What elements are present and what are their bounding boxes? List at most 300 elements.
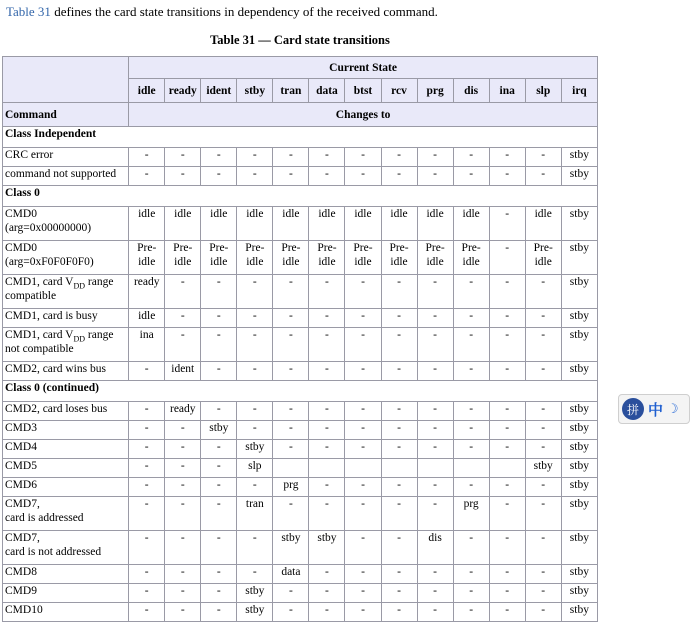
state-cell-ident: - — [201, 478, 237, 497]
intro-sentence — [6, 4, 438, 20]
state-cell-slp: - — [525, 565, 561, 584]
state-cell-tran: prg — [273, 478, 309, 497]
state-cell-idle: - — [129, 603, 165, 622]
state-cell-btst: - — [345, 584, 381, 603]
state-cell-data: stby — [309, 531, 345, 565]
table-row — [3, 603, 598, 622]
state-cell-dis: - — [453, 148, 489, 167]
state-cell-stby: Pre- idle — [237, 241, 273, 275]
state-cell-slp: - — [525, 362, 561, 381]
state-cell-slp: - — [525, 531, 561, 565]
state-cell-idle: - — [129, 459, 165, 478]
state-cell-prg: - — [417, 584, 453, 603]
current-state-header: Current State — [129, 57, 598, 79]
state-cell-tran: Pre- idle — [273, 241, 309, 275]
state-cell-slp: - — [525, 328, 561, 362]
state-cell-data: - — [309, 362, 345, 381]
state-cell-btst: - — [345, 531, 381, 565]
table-row — [3, 497, 598, 531]
ime-logo-icon[interactable]: 拼 — [622, 398, 644, 420]
table-row — [3, 402, 598, 421]
state-cell-ready: - — [165, 459, 201, 478]
state-cell-ina: - — [489, 421, 525, 440]
state-cell-dis: - — [453, 584, 489, 603]
state-header-data: data — [309, 79, 345, 103]
command-cell: CMD1, card $V_{DD}$ range compatible — [3, 275, 129, 309]
state-header-tran: tran — [273, 79, 309, 103]
state-cell-rcv: - — [381, 440, 417, 459]
state-cell-ready: - — [165, 148, 201, 167]
state-cell-stby: slp — [237, 459, 273, 478]
state-cell-idle: - — [129, 362, 165, 381]
state-cell-ready: - — [165, 440, 201, 459]
table-row — [3, 241, 598, 275]
state-cell-prg: - — [417, 167, 453, 186]
state-cell-stby: stby — [237, 584, 273, 603]
state-cell-irq: stby — [561, 309, 597, 328]
command-cell: CMD1, card is busy — [3, 309, 129, 328]
state-cell-rcv: - — [381, 167, 417, 186]
state-cell-prg: - — [417, 421, 453, 440]
state-cell-ready: - — [165, 565, 201, 584]
state-cell-irq: stby — [561, 584, 597, 603]
ime-halfwidth-icon[interactable]: ☽ — [667, 401, 679, 417]
state-cell-slp: - — [525, 167, 561, 186]
state-cell-ina: - — [489, 565, 525, 584]
state-cell-dis: - — [453, 603, 489, 622]
state-cell-btst: - — [345, 309, 381, 328]
state-cell-ready: - — [165, 167, 201, 186]
ime-language-toggle[interactable]: 中 — [648, 400, 664, 419]
state-cell-btst: - — [345, 603, 381, 622]
state-cell-prg: - — [417, 565, 453, 584]
state-cell-irq: stby — [561, 167, 597, 186]
state-cell-ina: - — [489, 328, 525, 362]
command-cell: CMD10 — [3, 603, 129, 622]
state-cell-idle: - — [129, 440, 165, 459]
state-cell-idle: - — [129, 402, 165, 421]
state-cell-data: - — [309, 440, 345, 459]
command-header: Command — [3, 103, 129, 127]
state-cell-data: - — [309, 148, 345, 167]
state-cell-ina — [489, 459, 525, 478]
state-cell-dis: - — [453, 440, 489, 459]
state-cell-data: - — [309, 328, 345, 362]
state-cell-dis: Pre- idle — [453, 241, 489, 275]
state-cell-prg: - — [417, 362, 453, 381]
state-cell-prg: - — [417, 478, 453, 497]
state-cell-irq: stby — [561, 328, 597, 362]
command-cell: CMD5 — [3, 459, 129, 478]
state-cell-btst: - — [345, 148, 381, 167]
state-cell-idle: idle — [129, 207, 165, 241]
state-cell-ina: - — [489, 241, 525, 275]
state-cell-ident: - — [201, 402, 237, 421]
state-cell-prg: - — [417, 497, 453, 531]
command-cell: CRC error — [3, 148, 129, 167]
state-cell-idle: idle — [129, 309, 165, 328]
state-cell-ina: - — [489, 497, 525, 531]
state-cell-rcv: - — [381, 565, 417, 584]
state-cell-btst: - — [345, 497, 381, 531]
state-cell-dis: - — [453, 275, 489, 309]
state-cell-rcv: - — [381, 362, 417, 381]
state-cell-ident: - — [201, 531, 237, 565]
state-cell-idle: - — [129, 531, 165, 565]
state-cell-prg: Pre- idle — [417, 241, 453, 275]
state-cell-ident: - — [201, 603, 237, 622]
state-cell-data: - — [309, 497, 345, 531]
state-cell-idle: Pre- idle — [129, 241, 165, 275]
state-cell-dis: - — [453, 402, 489, 421]
state-cell-tran: - — [273, 362, 309, 381]
state-cell-ready: - — [165, 309, 201, 328]
state-cell-dis: - — [453, 328, 489, 362]
state-cell-ident: - — [201, 497, 237, 531]
state-cell-stby: stby — [237, 603, 273, 622]
state-cell-ident: - — [201, 584, 237, 603]
command-cell: CMD4 — [3, 440, 129, 459]
state-cell-idle: ina — [129, 328, 165, 362]
table-row — [3, 275, 598, 309]
table-row — [3, 309, 598, 328]
state-cell-stby: - — [237, 148, 273, 167]
state-cell-tran: - — [273, 440, 309, 459]
state-cell-btst: - — [345, 440, 381, 459]
state-cell-rcv: - — [381, 275, 417, 309]
intro-text: defines the card state transitions in dependency of the received command. — [50, 4, 438, 19]
state-cell-ready: ready — [165, 402, 201, 421]
section-row — [3, 127, 598, 148]
state-header-rcv: rcv — [381, 79, 417, 103]
state-cell-rcv: idle — [381, 207, 417, 241]
state-cell-tran: - — [273, 402, 309, 421]
state-cell-data: - — [309, 421, 345, 440]
section-row — [3, 381, 598, 402]
state-cell-ready: - — [165, 603, 201, 622]
state-header-btst: btst — [345, 79, 381, 103]
section-title: Class 0 (continued) — [3, 381, 598, 402]
header-corner — [3, 57, 129, 103]
state-cell-data — [309, 459, 345, 478]
state-cell-data: Pre- idle — [309, 241, 345, 275]
state-cell-slp: - — [525, 148, 561, 167]
state-cell-ident: - — [201, 275, 237, 309]
state-cell-btst: - — [345, 362, 381, 381]
state-cell-prg: - — [417, 148, 453, 167]
state-cell-slp: - — [525, 309, 561, 328]
state-cell-tran: - — [273, 497, 309, 531]
state-cell-tran: - — [273, 275, 309, 309]
state-cell-rcv — [381, 459, 417, 478]
table-caption: Table 31 — Card state transitions — [210, 33, 390, 47]
state-cell-ina: - — [489, 478, 525, 497]
state-cell-stby: - — [237, 421, 273, 440]
state-cell-irq: stby — [561, 402, 597, 421]
state-cell-slp: - — [525, 478, 561, 497]
state-cell-dis: - — [453, 309, 489, 328]
state-cell-irq: stby — [561, 148, 597, 167]
state-cell-btst: - — [345, 275, 381, 309]
state-cell-stby: stby — [237, 440, 273, 459]
state-cell-ident: stby — [201, 421, 237, 440]
state-cell-irq: stby — [561, 362, 597, 381]
table-row — [3, 478, 598, 497]
command-cell: CMD7, card is addressed — [3, 497, 129, 531]
state-cell-stby: - — [237, 167, 273, 186]
state-cell-slp: - — [525, 402, 561, 421]
state-header-irq: irq — [561, 79, 597, 103]
state-cell-data: - — [309, 565, 345, 584]
table-row — [3, 167, 598, 186]
state-cell-btst: - — [345, 402, 381, 421]
state-header-stby: stby — [237, 79, 273, 103]
state-cell-dis: - — [453, 478, 489, 497]
state-cell-rcv: - — [381, 402, 417, 421]
state-cell-stby: - — [237, 402, 273, 421]
state-cell-dis: - — [453, 531, 489, 565]
state-cell-tran: - — [273, 148, 309, 167]
state-cell-ident: - — [201, 328, 237, 362]
state-cell-slp: - — [525, 497, 561, 531]
state-cell-stby: - — [237, 275, 273, 309]
state-cell-slp: - — [525, 603, 561, 622]
state-cell-rcv: - — [381, 309, 417, 328]
command-cell: CMD8 — [3, 565, 129, 584]
command-cell: CMD2, card loses bus — [3, 402, 129, 421]
state-cell-ina: - — [489, 402, 525, 421]
ime-toolbar[interactable] — [618, 394, 690, 424]
table-row — [3, 531, 598, 565]
state-cell-rcv: - — [381, 421, 417, 440]
state-cell-ready: Pre- idle — [165, 241, 201, 275]
state-cell-tran: - — [273, 309, 309, 328]
state-cell-tran: idle — [273, 207, 309, 241]
state-cell-ready: - — [165, 497, 201, 531]
state-cell-irq: stby — [561, 440, 597, 459]
state-header-prg: prg — [417, 79, 453, 103]
state-cell-irq: stby — [561, 531, 597, 565]
state-cell-rcv: - — [381, 148, 417, 167]
state-cell-ident: - — [201, 459, 237, 478]
state-cell-ina: - — [489, 207, 525, 241]
table-row — [3, 440, 598, 459]
state-cell-ready: - — [165, 421, 201, 440]
state-cell-ready: - — [165, 584, 201, 603]
state-cell-data: - — [309, 402, 345, 421]
state-cell-slp: idle — [525, 207, 561, 241]
state-header-ready: ready — [165, 79, 201, 103]
state-cell-data: - — [309, 603, 345, 622]
state-cell-tran: stby — [273, 531, 309, 565]
state-cell-data: - — [309, 584, 345, 603]
state-cell-rcv: - — [381, 328, 417, 362]
card-state-table — [2, 56, 598, 622]
state-cell-prg: - — [417, 440, 453, 459]
command-cell: CMD9 — [3, 584, 129, 603]
header-row-command — [3, 103, 598, 127]
table-row — [3, 584, 598, 603]
state-cell-btst: idle — [345, 207, 381, 241]
state-cell-idle: - — [129, 497, 165, 531]
state-header-dis: dis — [453, 79, 489, 103]
state-cell-ident: - — [201, 148, 237, 167]
command-cell: CMD3 — [3, 421, 129, 440]
state-cell-irq: stby — [561, 478, 597, 497]
state-cell-tran: - — [273, 421, 309, 440]
command-cell: CMD0 (arg=0xF0F0F0F0) — [3, 241, 129, 275]
state-cell-btst: - — [345, 167, 381, 186]
state-cell-ina: - — [489, 440, 525, 459]
state-cell-idle: - — [129, 421, 165, 440]
state-cell-dis: idle — [453, 207, 489, 241]
state-cell-stby: - — [237, 362, 273, 381]
state-cell-data: - — [309, 309, 345, 328]
state-cell-idle: - — [129, 148, 165, 167]
state-cell-rcv: - — [381, 478, 417, 497]
state-cell-ina: - — [489, 275, 525, 309]
state-header-idle: idle — [129, 79, 165, 103]
state-cell-prg: idle — [417, 207, 453, 241]
table-row — [3, 148, 598, 167]
state-cell-dis: prg — [453, 497, 489, 531]
state-cell-data: - — [309, 167, 345, 186]
table-row — [3, 421, 598, 440]
table-reference-link[interactable]: Table 31 — [6, 4, 51, 19]
state-cell-rcv: - — [381, 603, 417, 622]
state-cell-stby: - — [237, 565, 273, 584]
table-row — [3, 362, 598, 381]
command-cell: CMD7, card is not addressed — [3, 531, 129, 565]
command-cell: CMD1, card $V_{DD}$ range not compatible — [3, 328, 129, 362]
table-row — [3, 328, 598, 362]
state-cell-btst: - — [345, 478, 381, 497]
state-cell-slp: - — [525, 275, 561, 309]
state-cell-idle: - — [129, 167, 165, 186]
state-cell-btst: - — [345, 421, 381, 440]
state-cell-idle: - — [129, 584, 165, 603]
state-cell-idle: ready — [129, 275, 165, 309]
state-cell-ident: idle — [201, 207, 237, 241]
state-cell-tran: - — [273, 603, 309, 622]
state-cell-slp: - — [525, 440, 561, 459]
state-cell-irq: stby — [561, 459, 597, 478]
state-cell-ident: - — [201, 565, 237, 584]
state-header-ident: ident — [201, 79, 237, 103]
state-cell-ready: - — [165, 328, 201, 362]
state-cell-slp: - — [525, 421, 561, 440]
state-cell-ident: - — [201, 362, 237, 381]
state-cell-ina: - — [489, 603, 525, 622]
state-cell-slp: - — [525, 584, 561, 603]
table-row — [3, 207, 598, 241]
section-row — [3, 186, 598, 207]
state-cell-prg: dis — [417, 531, 453, 565]
state-cell-dis: - — [453, 565, 489, 584]
section-title: Class 0 — [3, 186, 598, 207]
state-cell-prg: - — [417, 603, 453, 622]
state-cell-ready: - — [165, 478, 201, 497]
state-cell-ready: idle — [165, 207, 201, 241]
state-cell-irq: stby — [561, 565, 597, 584]
state-cell-dis: - — [453, 167, 489, 186]
state-cell-btst: - — [345, 328, 381, 362]
state-cell-btst — [345, 459, 381, 478]
state-cell-tran: - — [273, 167, 309, 186]
state-cell-irq: stby — [561, 241, 597, 275]
state-cell-rcv: - — [381, 531, 417, 565]
state-cell-ina: - — [489, 531, 525, 565]
state-cell-ina: - — [489, 167, 525, 186]
state-cell-stby: - — [237, 531, 273, 565]
state-header-ina: ina — [489, 79, 525, 103]
state-header-slp: slp — [525, 79, 561, 103]
state-cell-irq: stby — [561, 497, 597, 531]
state-cell-stby: - — [237, 309, 273, 328]
section-title: Class Independent — [3, 127, 598, 148]
state-cell-ident: - — [201, 309, 237, 328]
state-cell-stby: idle — [237, 207, 273, 241]
state-cell-btst: - — [345, 565, 381, 584]
state-cell-dis: - — [453, 421, 489, 440]
table-row — [3, 565, 598, 584]
state-cell-btst: Pre- idle — [345, 241, 381, 275]
state-cell-idle: - — [129, 478, 165, 497]
table-row — [3, 459, 598, 478]
state-cell-ready: ident — [165, 362, 201, 381]
state-cell-irq: stby — [561, 275, 597, 309]
state-cell-ident: Pre- idle — [201, 241, 237, 275]
state-cell-data: - — [309, 478, 345, 497]
state-cell-idle: - — [129, 565, 165, 584]
command-cell: CMD0 (arg=0x00000000) — [3, 207, 129, 241]
state-cell-ina: - — [489, 309, 525, 328]
state-cell-irq: stby — [561, 603, 597, 622]
state-cell-tran: - — [273, 584, 309, 603]
state-cell-irq: stby — [561, 207, 597, 241]
state-cell-stby: - — [237, 328, 273, 362]
state-cell-ident: - — [201, 440, 237, 459]
state-cell-ready: - — [165, 275, 201, 309]
state-cell-data: - — [309, 275, 345, 309]
state-cell-stby: tran — [237, 497, 273, 531]
command-cell: CMD2, card wins bus — [3, 362, 129, 381]
state-cell-tran — [273, 459, 309, 478]
state-cell-tran: - — [273, 328, 309, 362]
state-cell-slp: Pre- idle — [525, 241, 561, 275]
changes-to-header: Changes to — [129, 103, 598, 127]
state-cell-ready: - — [165, 531, 201, 565]
state-cell-rcv: - — [381, 584, 417, 603]
state-cell-prg: - — [417, 328, 453, 362]
command-cell: command not supported — [3, 167, 129, 186]
state-cell-ina: - — [489, 148, 525, 167]
state-cell-stby: - — [237, 478, 273, 497]
state-cell-ident: - — [201, 167, 237, 186]
state-cell-rcv: - — [381, 497, 417, 531]
state-cell-tran: data — [273, 565, 309, 584]
state-cell-prg: - — [417, 402, 453, 421]
command-cell: CMD6 — [3, 478, 129, 497]
header-row-top — [3, 57, 598, 79]
state-cell-ina: - — [489, 584, 525, 603]
state-cell-irq: stby — [561, 421, 597, 440]
state-cell-slp: stby — [525, 459, 561, 478]
state-cell-dis: - — [453, 362, 489, 381]
state-cell-prg — [417, 459, 453, 478]
state-cell-prg: - — [417, 309, 453, 328]
state-cell-prg: - — [417, 275, 453, 309]
